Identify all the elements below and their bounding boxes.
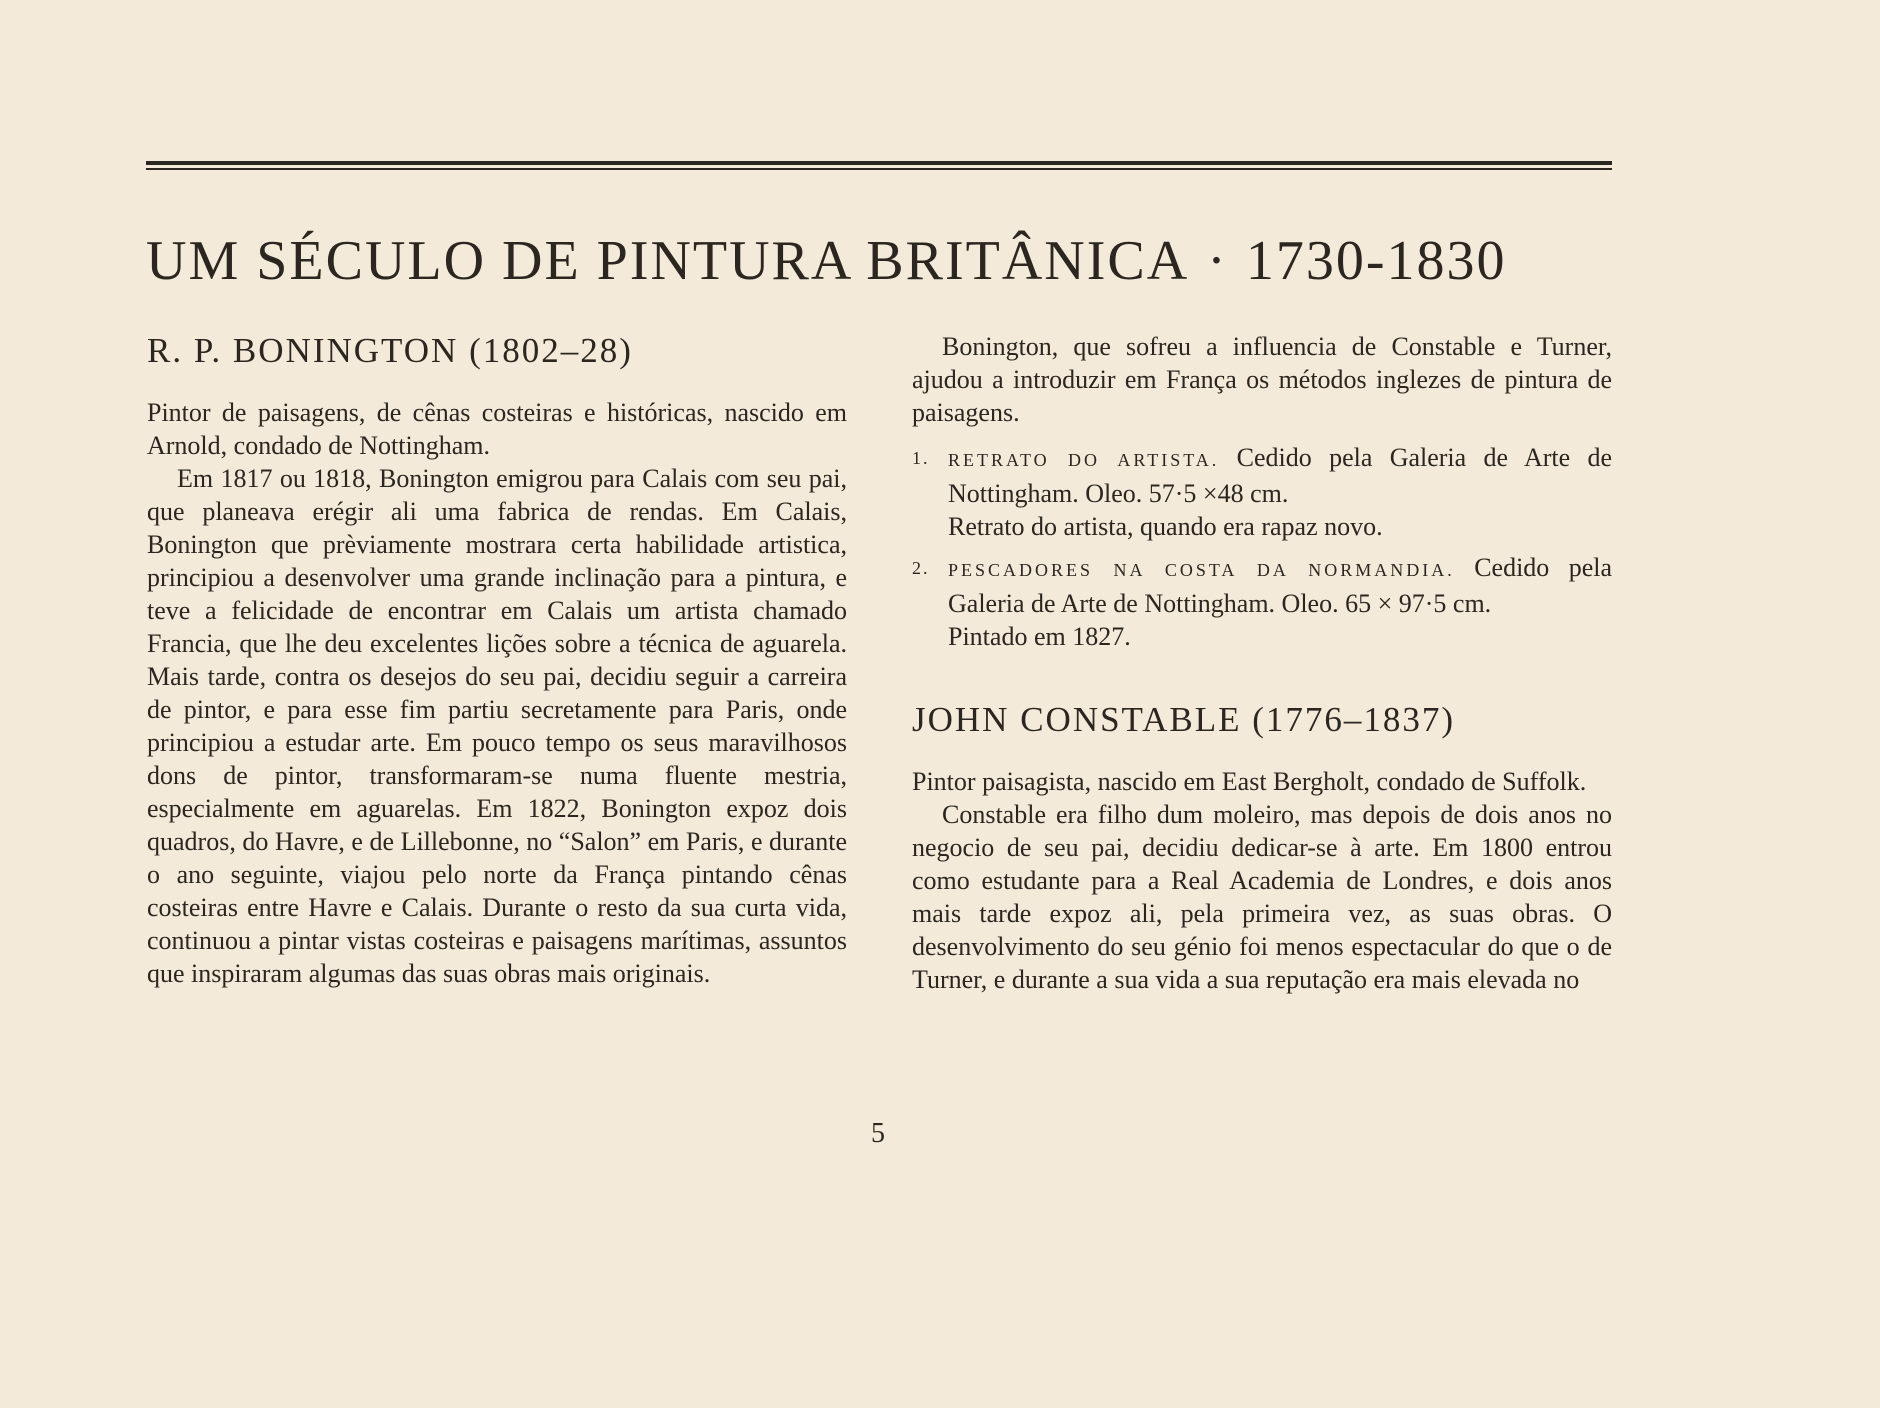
constable-biography: Constable era filho dum moleiro, mas depois de dois anos no negocio de seu pai, decidiu dedicar-se à arte. Em 1800 entrou como estudante para a Real Academia de Londres, e dois anos mais tarde expoz ali, pela primeira vez, as suas obras. O desenvolvimento do seu génio foi menos espectacular do que o de Turner, e durante a sua vida a sua reputação era mais elevada no — [912, 800, 1612, 994]
bonington-biography: Em 1817 ou 1818, Bonington emigrou para Calais com seu pai, que planeava erégir ali uma fabrica de rendas. Em Calais, Bonington que prèviamente mostrara certa habilidade artistica, principiou a desenvolver uma grande inclinação para a pintura, e teve a felicidade de encontrar em Calais um artista chamado Francia, que lhe deu excelentes lições sobre a técnica de aguarela. Mais tarde, contra os desejos do seu pai, decidiu seguir a carreira de pintor, e para esse fim partiu secretamente para Paris, onde principiou a estudar arte. Em pouco tempo os seus maravilhosos dons de pintor, transformaram-se numa fluente mestria, especialmente em aguarelas. Em 1822, Bonington expoz dois quadros, do Havre, e de Lillebonne, no “Salon” em Paris, e durante o ano seguinte, viajou pelo norte da França pintando cênas costeiras entre Havre e Calais. Durante o resto da sua curta vida, continuou a pintar vistas costeiras e paisagens marítimas, assuntos que inspiraram algumas das suas obras mais originais. — [147, 464, 847, 988]
item-body — [948, 441, 1612, 543]
bonington-influence: Bonington, que sofreu a influencia de Constable e Turner, ajudou a introduzir em França os métodos inglezes de pintura de paisagens. — [912, 332, 1612, 427]
top-rule-thin — [146, 168, 1612, 170]
page-title — [146, 226, 1616, 296]
catalog-item — [912, 441, 1612, 543]
left-column — [147, 330, 847, 990]
constable-intro: Pintor paisagista, nascido em East Bergholt, condado de Suffolk. — [912, 767, 1587, 796]
item-body — [948, 551, 1612, 653]
catalog-item — [912, 551, 1612, 653]
page-number: 5 — [871, 1118, 885, 1149]
right-column — [912, 330, 1612, 996]
bonington-heading: R. P. BONINGTON (1802–28) — [147, 331, 633, 370]
item-note: Retrato do artista, quando era rapaz novo. — [948, 512, 1383, 541]
constable-heading: JOHN CONSTABLE (1776–1837) — [912, 700, 1456, 739]
item-note: Pintado em 1827. — [948, 622, 1131, 651]
title-main: UM SÉCULO DE PINTURA BRITÂNICA — [146, 230, 1190, 292]
item-title: RETRATO DO ARTISTA. — [948, 450, 1220, 470]
title-separator: · — [1207, 230, 1228, 292]
item-text: Cedido pela Galeria de Arte de Nottingham. Oleo. 65 × 97·5 cm. — [948, 553, 1613, 618]
item-text: Cedido pela Galeria de Arte de Nottingham. Oleo. 57·5 ×48 cm. — [948, 443, 1613, 508]
item-number: 2. — [912, 558, 930, 578]
item-number: 1. — [912, 448, 930, 468]
top-rule-thick — [146, 161, 1612, 165]
item-title: PESCADORES NA COSTA DA NORMANDIA. — [948, 560, 1455, 580]
title-years: 1730-1830 — [1245, 230, 1507, 292]
bonington-intro: Pintor de paisagens, de cênas costeiras e históricas, nascido em Arnold, condado de Nottingham. — [147, 398, 847, 460]
